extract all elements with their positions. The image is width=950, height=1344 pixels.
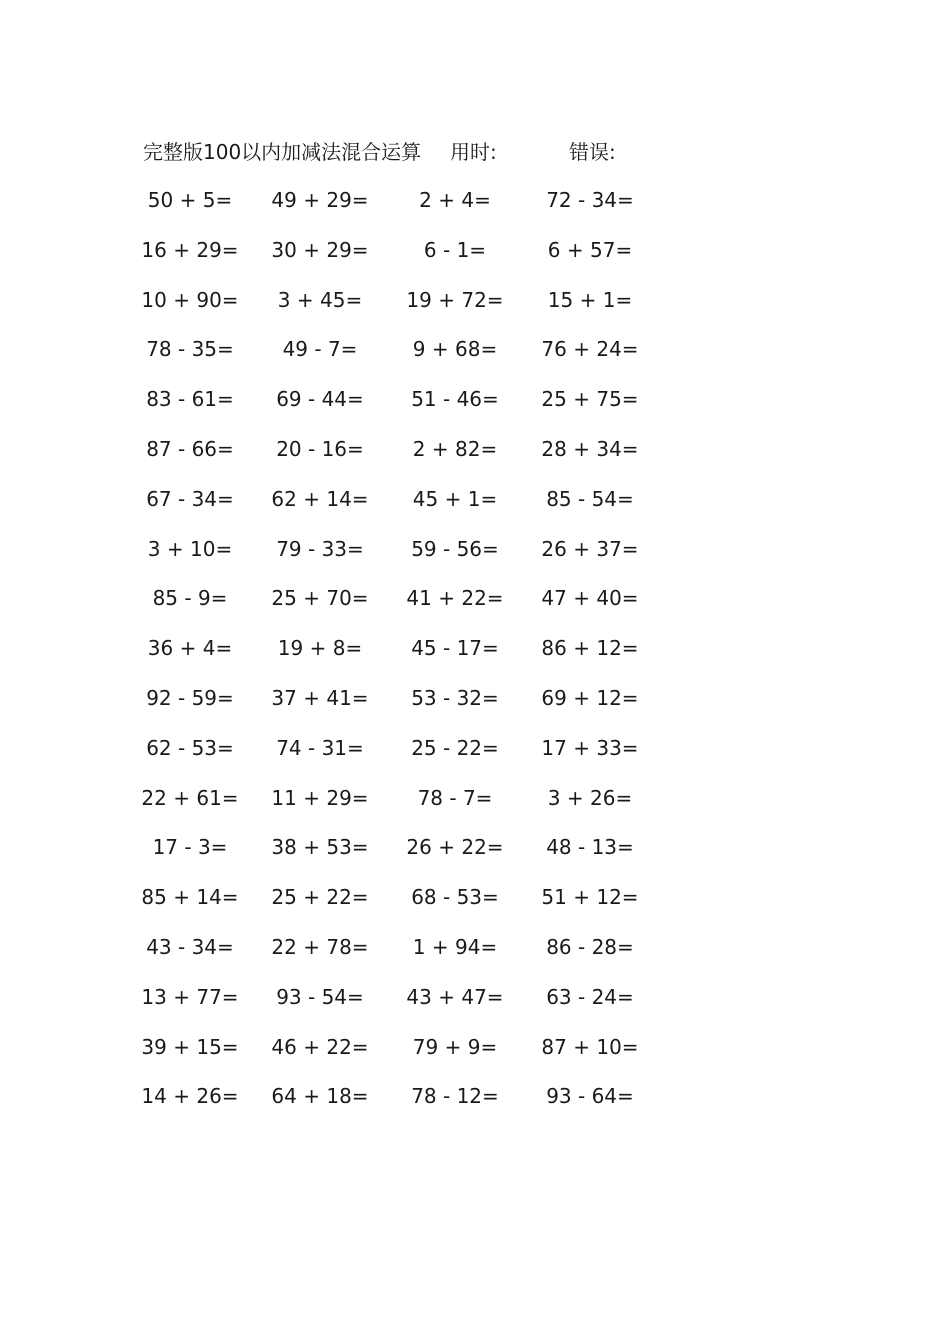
problem-item: 39 + 15= (141, 1034, 239, 1059)
problem-row (0, 833, 950, 883)
problem-item: 85 + 14= (141, 885, 239, 910)
problem-item: 2 + 82= (412, 436, 498, 461)
problem-item: 17 + 33= (541, 735, 639, 760)
problem-item: 6 + 57= (547, 237, 633, 262)
problem-item: 36 + 4= (147, 636, 233, 661)
problem-item: 25 + 70= (271, 586, 369, 611)
problem-item: 69 + 12= (541, 685, 639, 710)
problem-item: 49 - 7= (282, 337, 358, 362)
problem-item: 48 - 13= (546, 835, 634, 860)
problem-item: 28 + 34= (541, 436, 639, 461)
problem-item: 43 + 47= (406, 984, 504, 1009)
problem-item: 37 + 41= (271, 685, 369, 710)
problem-item: 86 - 28= (546, 934, 634, 959)
page-title: 完整版100以内加减法混合运算 (143, 140, 422, 164)
problem-item: 87 - 66= (146, 436, 234, 461)
problem-item: 69 - 44= (276, 387, 364, 412)
problem-item: 41 + 22= (406, 586, 504, 611)
problem-item: 51 - 46= (411, 387, 499, 412)
problem-item: 2 + 4= (419, 188, 491, 212)
problem-item: 46 + 22= (271, 1034, 369, 1059)
problem-item: 76 + 24= (541, 337, 639, 362)
problem-item: 19 + 72= (406, 287, 504, 312)
problem-item: 38 + 53= (271, 835, 369, 860)
problem-item: 74 - 31= (276, 735, 364, 760)
error-label: 错误: (569, 140, 616, 164)
problem-item: 53 - 32= (411, 685, 499, 710)
problem-item: 1 + 94= (412, 934, 498, 959)
problem-item: 85 - 9= (152, 586, 228, 611)
problem-item: 22 + 61= (141, 785, 239, 810)
problem-item: 78 - 7= (417, 785, 493, 810)
problem-item: 25 + 22= (271, 885, 369, 910)
problem-item: 78 - 35= (146, 337, 234, 362)
problem-row (0, 734, 950, 784)
problem-row (0, 883, 950, 933)
problem-item: 20 - 16= (276, 436, 364, 461)
problem-item: 22 + 78= (271, 934, 369, 959)
problem-item: 16 + 29= (141, 237, 239, 262)
problem-row (0, 186, 950, 236)
problem-item: 87 + 10= (541, 1034, 639, 1059)
problem-item: 51 + 12= (541, 885, 639, 910)
problem-item: 30 + 29= (271, 237, 369, 262)
problem-item: 10 + 90= (141, 287, 239, 312)
time-label: 用时: (450, 140, 497, 164)
problem-item: 45 + 1= (412, 486, 498, 511)
problem-item: 62 + 14= (271, 486, 369, 511)
problem-row (0, 933, 950, 983)
problem-row (0, 535, 950, 585)
problem-item: 83 - 61= (146, 387, 234, 412)
problem-item: 62 - 53= (146, 735, 234, 760)
problem-item: 45 - 17= (411, 636, 499, 661)
problem-item: 64 + 18= (271, 1084, 369, 1109)
problem-item: 78 - 12= (411, 1084, 499, 1109)
problem-item: 6 - 1= (423, 237, 487, 262)
problem-row (0, 584, 950, 634)
problem-item: 85 - 54= (546, 486, 634, 511)
problem-row (0, 236, 950, 286)
problem-row (0, 684, 950, 734)
problem-item: 25 + 75= (541, 387, 639, 412)
problem-item: 25 - 22= (411, 735, 499, 760)
problem-row (0, 634, 950, 684)
problem-row (0, 385, 950, 435)
problem-row (0, 485, 950, 535)
problem-item: 72 - 34= (546, 188, 634, 212)
problem-item: 86 + 12= (541, 636, 639, 661)
problem-item: 49 + 29= (271, 188, 369, 212)
problem-item: 68 - 53= (411, 885, 499, 910)
problem-row (0, 983, 950, 1033)
problem-item: 79 + 9= (412, 1034, 498, 1059)
problem-item: 26 + 37= (541, 536, 639, 561)
problem-row (0, 784, 950, 834)
problem-row (0, 286, 950, 336)
problem-item: 15 + 1= (547, 287, 633, 312)
problem-item: 3 + 45= (277, 287, 363, 312)
problem-item: 14 + 26= (141, 1084, 239, 1109)
problem-item: 11 + 29= (271, 785, 369, 810)
problem-item: 50 + 5= (147, 188, 233, 212)
problem-item: 93 - 64= (546, 1084, 634, 1109)
problem-grid (0, 186, 950, 1132)
problem-item: 67 - 34= (146, 486, 234, 511)
problem-item: 13 + 77= (141, 984, 239, 1009)
problem-row (0, 435, 950, 485)
problem-row (0, 335, 950, 385)
problem-item: 93 - 54= (276, 984, 364, 1009)
problem-row (0, 1082, 950, 1132)
problem-item: 17 - 3= (152, 835, 228, 860)
problem-item: 92 - 59= (146, 685, 234, 710)
problem-item: 3 + 10= (147, 536, 233, 561)
problem-item: 59 - 56= (411, 536, 499, 561)
problem-item: 3 + 26= (547, 785, 633, 810)
problem-row (0, 1033, 950, 1083)
problem-item: 63 - 24= (546, 984, 634, 1009)
problem-item: 79 - 33= (276, 536, 364, 561)
problem-item: 47 + 40= (541, 586, 639, 611)
problem-item: 43 - 34= (146, 934, 234, 959)
problem-item: 9 + 68= (412, 337, 498, 362)
problem-item: 19 + 8= (277, 636, 363, 661)
header-row (0, 136, 950, 166)
problem-item: 26 + 22= (406, 835, 504, 860)
